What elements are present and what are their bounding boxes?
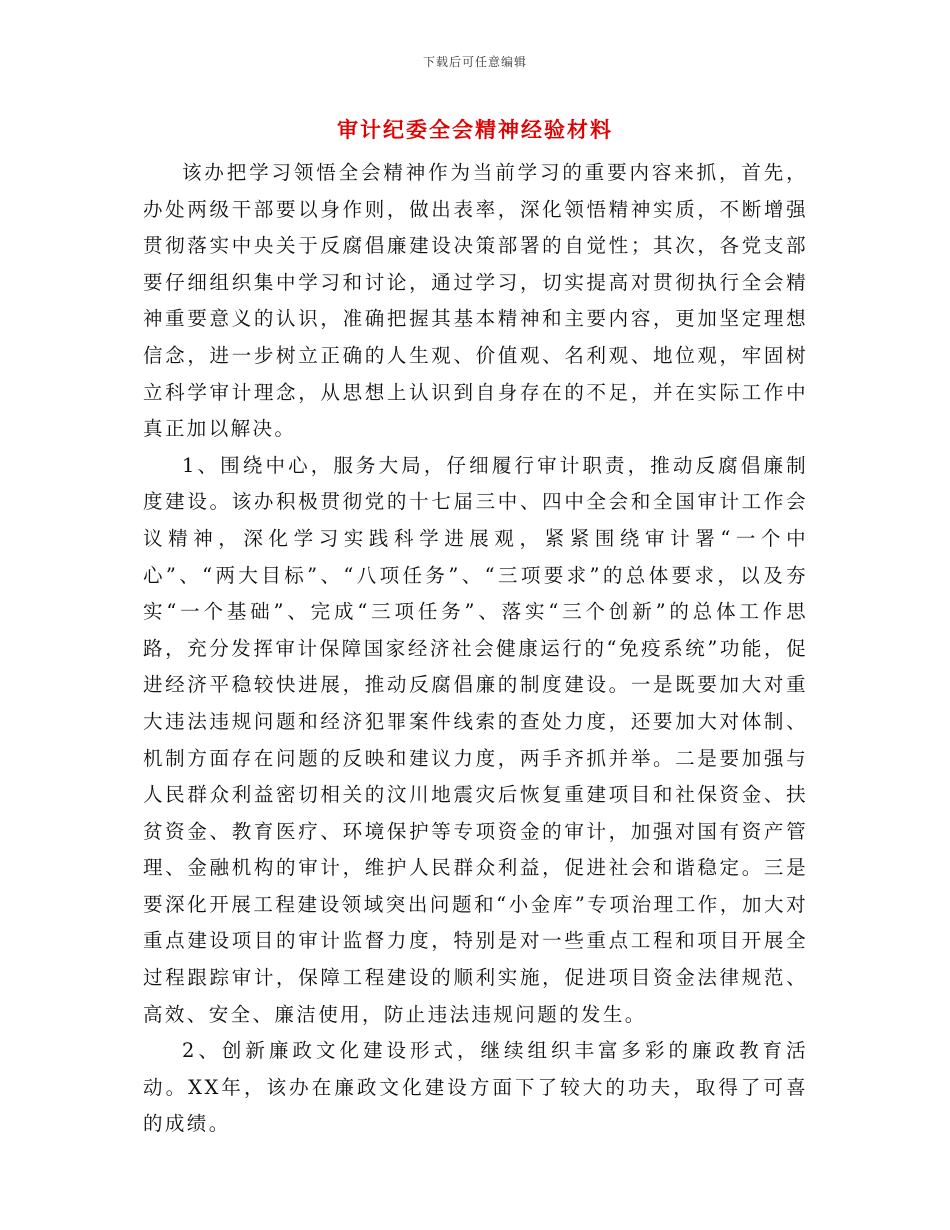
document-body (143, 155, 808, 1143)
document-title: 审计纪委全会精神经验材料 (337, 117, 613, 142)
paragraph-item-1: 1、围绕中心，服务大局，仔细履行审计职责，推动反腐倡廉制度建设。该办积极贯彻党的十七届三中、四中全会和全国审计工作会议精神，深化学习实践科学进展观，紧紧围绕审计署“一个中心”、“两大目标”、“八项任务”、“三项要求”的总体要求，以及夯实“一个基础”、完成“三项任务”、落实“三个创新”的总体工作思路，充分发挥审计保障国家经济社会健康运行的“免疫系统”功能，促进经济平稳较快进展，推动反腐倡廉的制度建设。一是既要加大对重大违法违规问题和经济犯罪案件线索的查处力度，还要加大对体制、机制方面存在问题的反映和建议力度，两手齐抓并举。二是要加强与人民群众利益密切相关的汶川地震灾后恢复重建项目和社保资金、扶贫资金、教育医疗、环境保护等专项资金的审计，加强对国有资产管理、金融机构的审计，维护人民群众利益，促进社会和谐稳定。三是要深化开展工程建设领域突出问题和“小金库”专项治理工作，加大对重点建设项目的审计监督力度，特别是对一些重点工程和项目开展全过程跟踪审计，保障工程建设的顺利实施，促进项目资金法律规范、高效、安全、廉洁使用，防止违法违规问题的发生。 (143, 453, 808, 1026)
header-note: 下载后可任意编辑 (422, 55, 527, 69)
paragraph-intro: 该办把学习领悟全会精神作为当前学习的重要内容来抓，首先，办处两级干部要以身作则，做出表率，深化领悟精神实质，不断增强贯彻落实中央关于反腐倡廉建设决策部署的自觉性；其次，各党支部要仔细组织集中学习和讨论，通过学习，切实提高对贯彻执行全会精神重要意义的认识，准确把握其基本精神和主要内容，更加坚定理想信念，进一步树立正确的人生观、价值观、名利观、地位观，牢固树立科学审计理念，从思想上认识到自身存在的不足，并在实际工作中真正加以解决。 (143, 161, 808, 441)
paragraph-item-2: 2、创新廉政文化建设形式，继续组织丰富多彩的廉政教育活动。XX年，该办在廉政文化建设方面下了较大的功夫，取得了可喜的成绩。 (143, 1039, 808, 1136)
